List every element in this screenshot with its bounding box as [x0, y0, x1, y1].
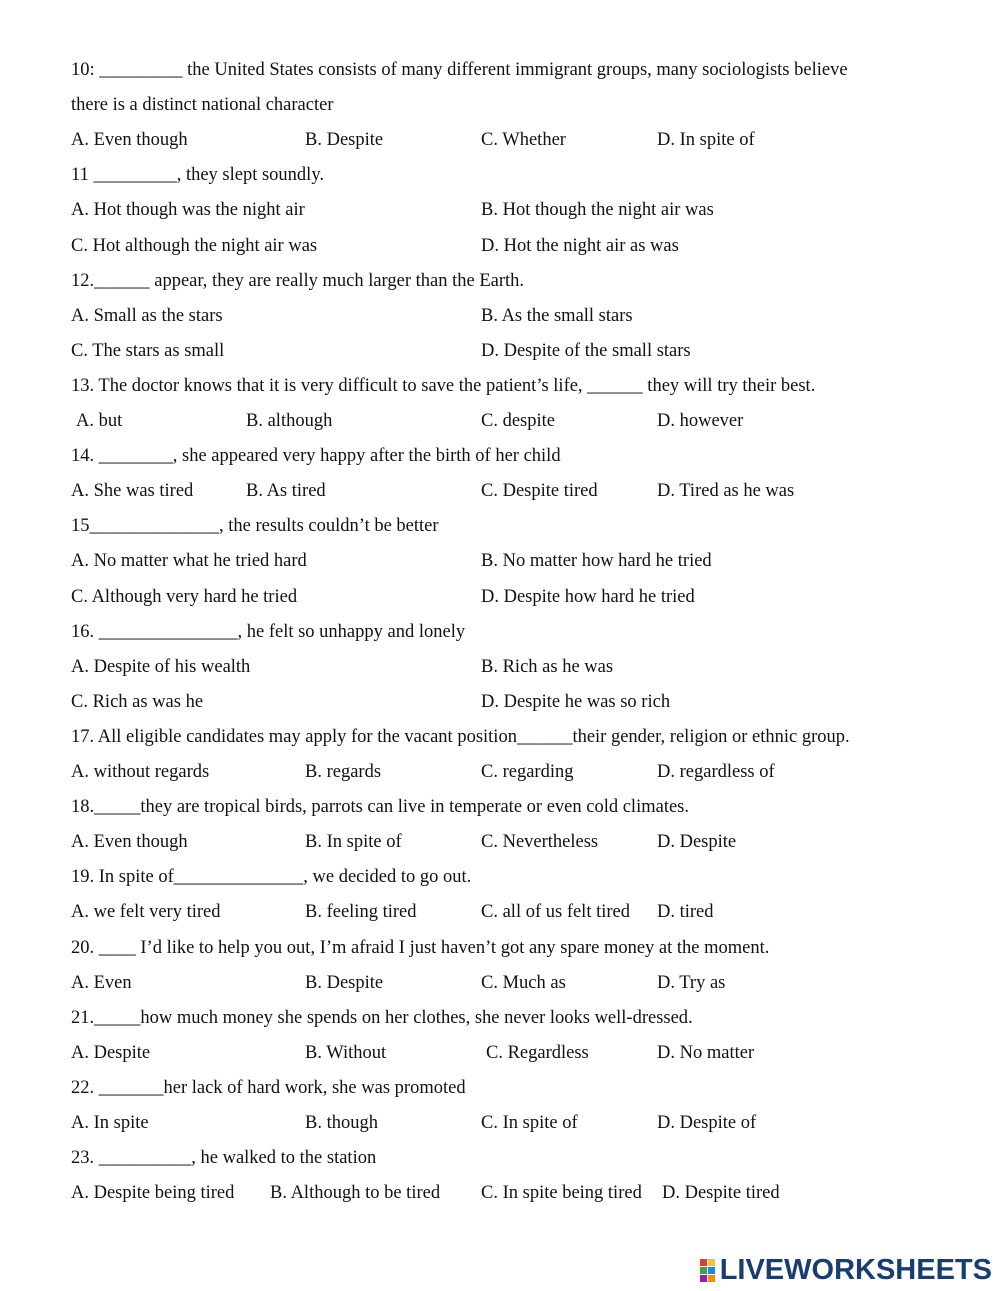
answer-option[interactable]: D. Despite he was so rich — [481, 691, 671, 712]
answer-option[interactable]: C. Although very hard he tried — [71, 586, 298, 607]
answer-option[interactable]: D. Try as — [657, 972, 726, 993]
answer-option[interactable]: D. In spite of — [657, 130, 755, 151]
answer-option[interactable]: A. Even though — [71, 130, 188, 151]
answer-option[interactable]: B. feeling tired — [305, 902, 417, 923]
answer-option[interactable]: C. regarding — [481, 762, 574, 782]
options-row — [71, 1181, 960, 1205]
answer-option[interactable]: A. In spite — [71, 1113, 149, 1133]
options-row — [71, 549, 960, 573]
options-row — [71, 479, 960, 503]
answer-option[interactable]: A. Despite of his wealth — [71, 656, 251, 677]
question-stem: 20. ____ I’d like to help you out, I’m afraid I just haven’t got any spare money at the moment. — [71, 937, 770, 958]
options-row — [71, 655, 960, 679]
logo-blocks-icon — [700, 1259, 715, 1282]
question-stem: 18._____they are tropical birds, parrots can live in temperate or even cold climates. — [71, 797, 689, 818]
options-row — [71, 304, 960, 328]
answer-option[interactable]: A. but — [76, 411, 123, 431]
answer-option[interactable]: A. She was tired — [71, 481, 194, 502]
answer-option[interactable]: C. Rich as was he — [71, 691, 204, 712]
options-row — [71, 339, 960, 363]
answer-option[interactable]: B. Despite — [305, 972, 384, 993]
answer-option[interactable]: B. Despite — [305, 130, 384, 151]
answer-option[interactable]: D. Despite tired — [662, 1183, 780, 1204]
options-row — [71, 409, 960, 433]
question-stem: 21._____how much money she spends on her clothes, she never looks well-dressed. — [71, 1007, 693, 1028]
question-stem: 23. __________, he walked to the station — [71, 1148, 377, 1169]
answer-option[interactable]: A. Hot though was the night air — [71, 200, 305, 221]
options-row — [71, 900, 960, 924]
options-row — [71, 690, 960, 714]
answer-option[interactable]: A. Even though — [71, 832, 188, 853]
question-stem: there is a distinct national character — [71, 95, 334, 116]
answer-option[interactable]: D. Despite — [657, 832, 737, 853]
answer-option[interactable]: B. though — [305, 1113, 378, 1133]
answer-option[interactable]: A. we felt very tired — [71, 902, 221, 923]
answer-option[interactable]: D. Despite how hard he tried — [481, 586, 695, 607]
answer-option[interactable]: C. Hot although the night air was — [71, 235, 318, 256]
answer-option[interactable]: D. Tired as he was — [657, 481, 795, 502]
options-row — [71, 830, 960, 854]
options-row — [71, 760, 960, 784]
question-stem: 15______________, the results couldn’t be better — [71, 516, 439, 537]
answer-option[interactable]: A. without regards — [71, 762, 210, 782]
question-stem: 17. All eligible candidates may apply for the vacant position______their gender, religion or ethnic group. — [71, 726, 850, 747]
liveworksheets-logo — [700, 1253, 992, 1286]
options-row — [71, 128, 960, 152]
answer-option[interactable]: D. however — [657, 411, 744, 431]
answer-option[interactable]: D. tired — [657, 902, 714, 923]
answer-option[interactable]: D. Despite of — [657, 1113, 757, 1133]
answer-option[interactable]: B. No matter how hard he tried — [481, 551, 712, 572]
answer-option[interactable]: A. Even — [71, 972, 132, 993]
options-row — [71, 1111, 960, 1135]
answer-option[interactable]: B. although — [246, 411, 333, 431]
answer-option[interactable]: C. In spite being tired — [481, 1183, 642, 1204]
answer-option[interactable]: B. Rich as he was — [481, 656, 614, 677]
question-stem: 19. In spite of______________, we decided to go out. — [71, 867, 472, 888]
answer-option[interactable]: C. The stars as small — [71, 340, 225, 361]
answer-option[interactable]: D. No matter — [657, 1042, 755, 1063]
answer-option[interactable]: C. despite — [481, 411, 555, 431]
answer-option[interactable]: A. Despite — [71, 1042, 151, 1063]
question-stem: 12.______ appear, they are really much larger than the Earth. — [71, 270, 525, 291]
logo-text: LIVEWORKSHEETS — [719, 1253, 992, 1286]
options-row — [71, 234, 960, 258]
answer-option[interactable]: B. As tired — [246, 481, 326, 502]
options-row — [71, 198, 960, 222]
question-stem: 14. ________, she appeared very happy after the birth of her child — [71, 446, 561, 467]
answer-option[interactable]: C. Nevertheless — [481, 832, 599, 853]
answer-option[interactable]: D. Hot the night air as was — [481, 235, 679, 256]
answer-option[interactable]: C. In spite of — [481, 1113, 578, 1133]
question-stem: 11 _________, they slept soundly. — [71, 165, 324, 186]
answer-option[interactable]: B. regards — [305, 762, 382, 782]
answer-option[interactable]: C. Whether — [481, 130, 566, 151]
answer-option[interactable]: D. Despite of the small stars — [481, 340, 691, 361]
answer-option[interactable]: C. Much as — [481, 972, 566, 993]
options-row — [71, 1041, 960, 1065]
answer-option[interactable]: B. As the small stars — [481, 305, 633, 326]
answer-option[interactable]: B. In spite of — [305, 832, 402, 853]
answer-option[interactable]: A. No matter what he tried hard — [71, 551, 307, 572]
question-stem: 22. _______her lack of hard work, she was promoted — [71, 1077, 466, 1098]
question-stem: 16. _______________, he felt so unhappy and lonely — [71, 621, 466, 642]
answer-option[interactable]: B. Without — [305, 1042, 387, 1063]
options-row — [71, 585, 960, 609]
answer-option[interactable]: B. Although to be tired — [270, 1183, 441, 1204]
answer-option[interactable]: D. regardless of — [657, 762, 775, 782]
answer-option[interactable]: A. Small as the stars — [71, 305, 223, 326]
question-stem: 13. The doctor knows that it is very difficult to save the patient’s life, ______ they will try their best. — [71, 375, 816, 396]
options-row — [71, 971, 960, 995]
answer-option[interactable]: C. Regardless — [486, 1042, 589, 1063]
answer-option[interactable]: C. all of us felt tired — [481, 902, 630, 923]
answer-option[interactable]: C. Despite tired — [481, 481, 598, 502]
answer-option[interactable]: A. Despite being tired — [71, 1183, 235, 1204]
answer-option[interactable]: B. Hot though the night air was — [481, 200, 714, 221]
question-stem: 10: _________ the United States consists of many different immigrant groups, many sociologists believe — [71, 60, 848, 80]
